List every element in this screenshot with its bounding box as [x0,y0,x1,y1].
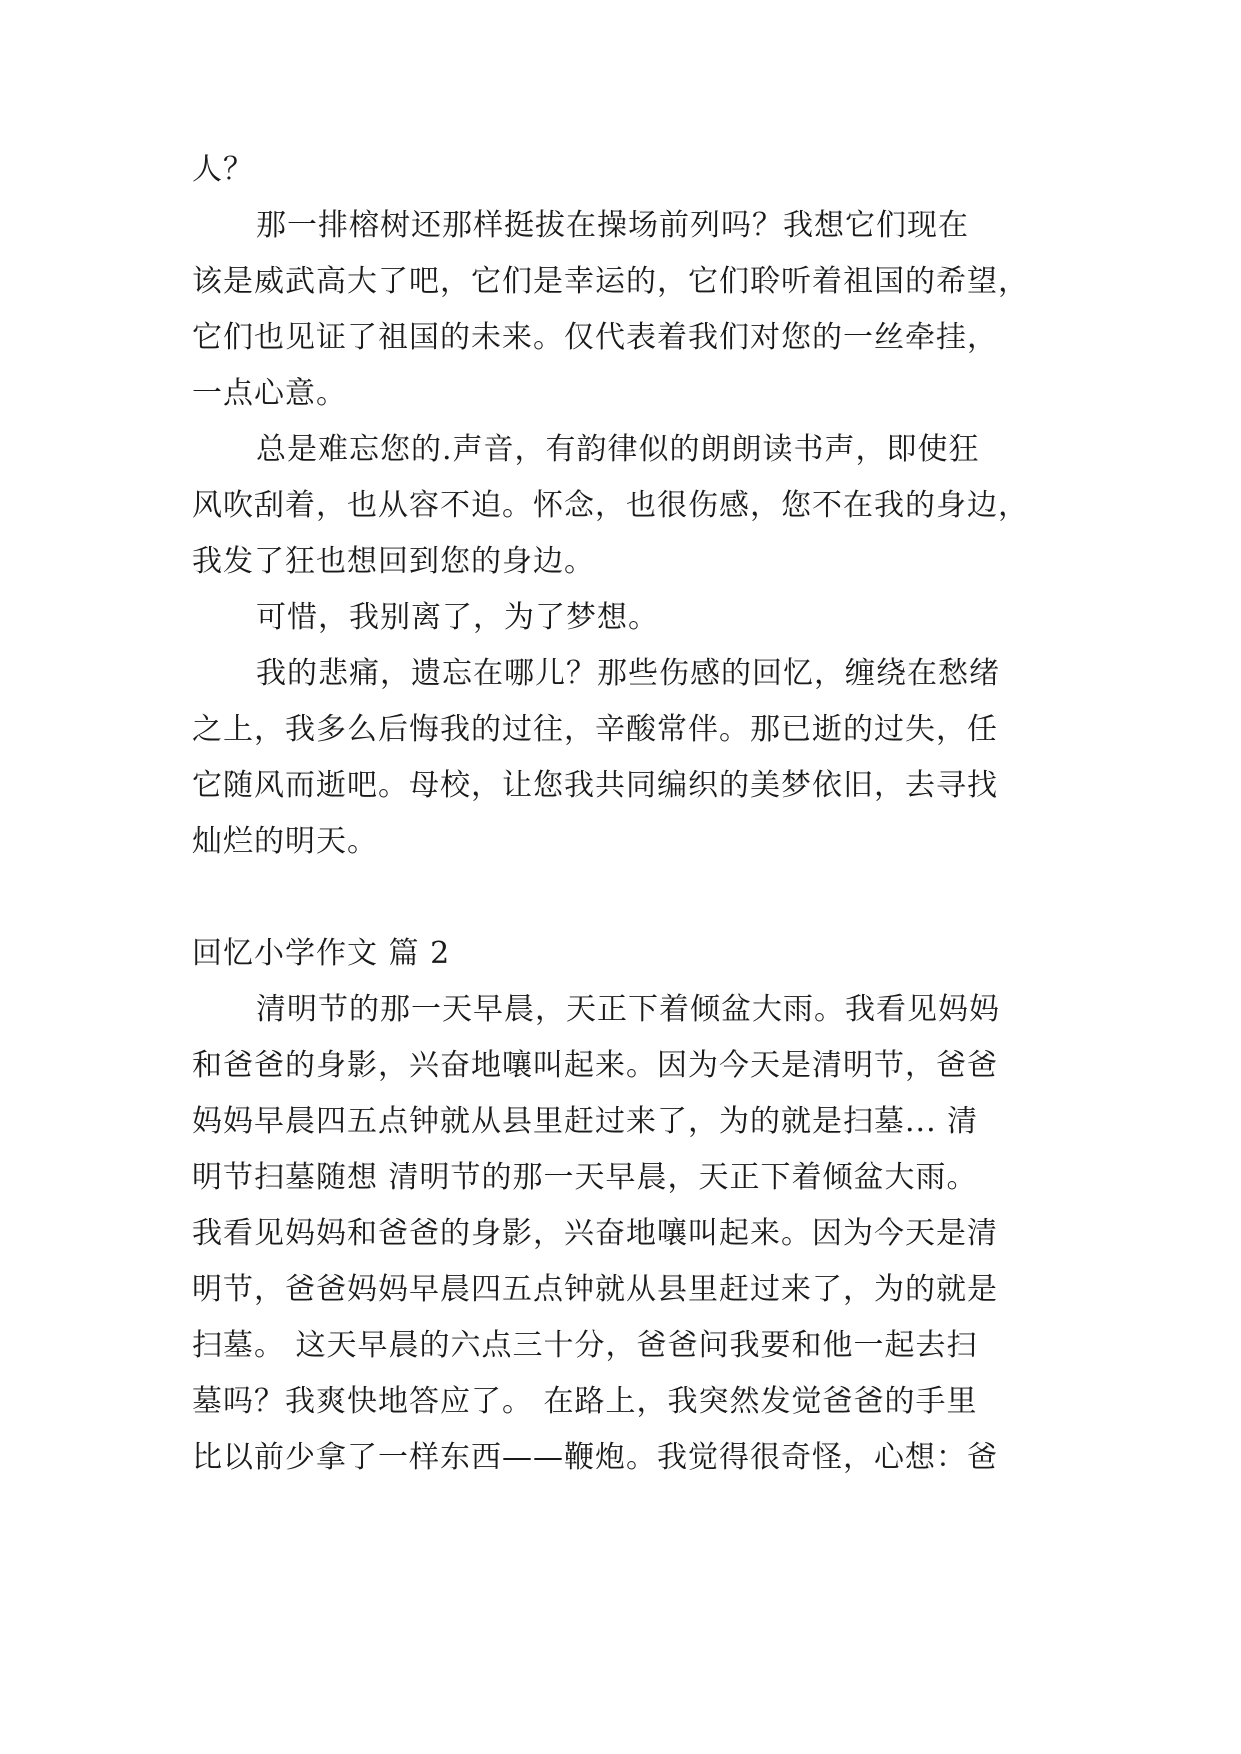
text-line: 我发了狂也想回到您的身边。 [192,544,595,579]
paragraph-first-line: 总是难忘您的.声音，有韵律似的朗朗读书声，即使狂 [256,432,980,467]
text-line: 我看见妈妈和爸爸的身影，兴奋地嚷叫起来。因为今天是清 [192,1216,998,1251]
text-line: 墓吗？我爽快地答应了。 在路上，我突然发觉爸爸的手里 [192,1384,978,1419]
text-line: 灿烂的明天。 [192,824,378,859]
text-line: 比以前少拿了一样东西——鞭炮。我觉得很奇怪，心想：爸 [192,1440,998,1475]
section-heading: 回忆小学作文 篇 2 [192,936,451,971]
text-line: 扫墓。 这天早晨的六点三十分，爸爸问我要和他一起去扫 [192,1328,978,1363]
text-line: 一点心意。 [192,376,347,411]
text-line: 妈妈早晨四五点钟就从县里赶过来了，为的就是扫墓... 清 [192,1104,979,1139]
text-line: 它们也见证了祖国的未来。仅代表着我们对您的一丝牵挂， [192,320,998,355]
paragraph-first-line: 清明节的那一天早晨，天正下着倾盆大雨。我看见妈妈 [256,992,1000,1027]
text-line: 之上，我多么后悔我的过往，辛酸常伴。那已逝的过失，任 [192,712,998,747]
text-line: 明节，爸爸妈妈早晨四五点钟就从县里赶过来了，为的就是 [192,1272,998,1307]
text-line: 风吹刮着，也从容不迫。怀念，也很伤感，您不在我的身边， [192,488,1029,523]
text-line: 和爸爸的身影，兴奋地嚷叫起来。因为今天是清明节，爸爸 [192,1048,998,1083]
paragraph-first-line: 可惜，我别离了，为了梦想。 [256,600,659,635]
text-line: 该是威武高大了吧，它们是幸运的，它们聆听着祖国的希望， [192,264,1029,299]
paragraph-first-line: 我的悲痛，遗忘在哪儿？那些伤感的回忆，缠绕在愁绪 [256,656,1000,691]
text-line: 明节扫墓随想 清明节的那一天早晨，天正下着倾盆大雨。 [192,1160,978,1195]
paragraph-first-line: 那一排榕树还那样挺拔在操场前列吗？我想它们现在 [256,208,969,243]
text-line: 人？ [192,152,254,187]
text-line: 它随风而逝吧。母校，让您我共同编织的美梦依旧，去寻找 [192,768,998,803]
